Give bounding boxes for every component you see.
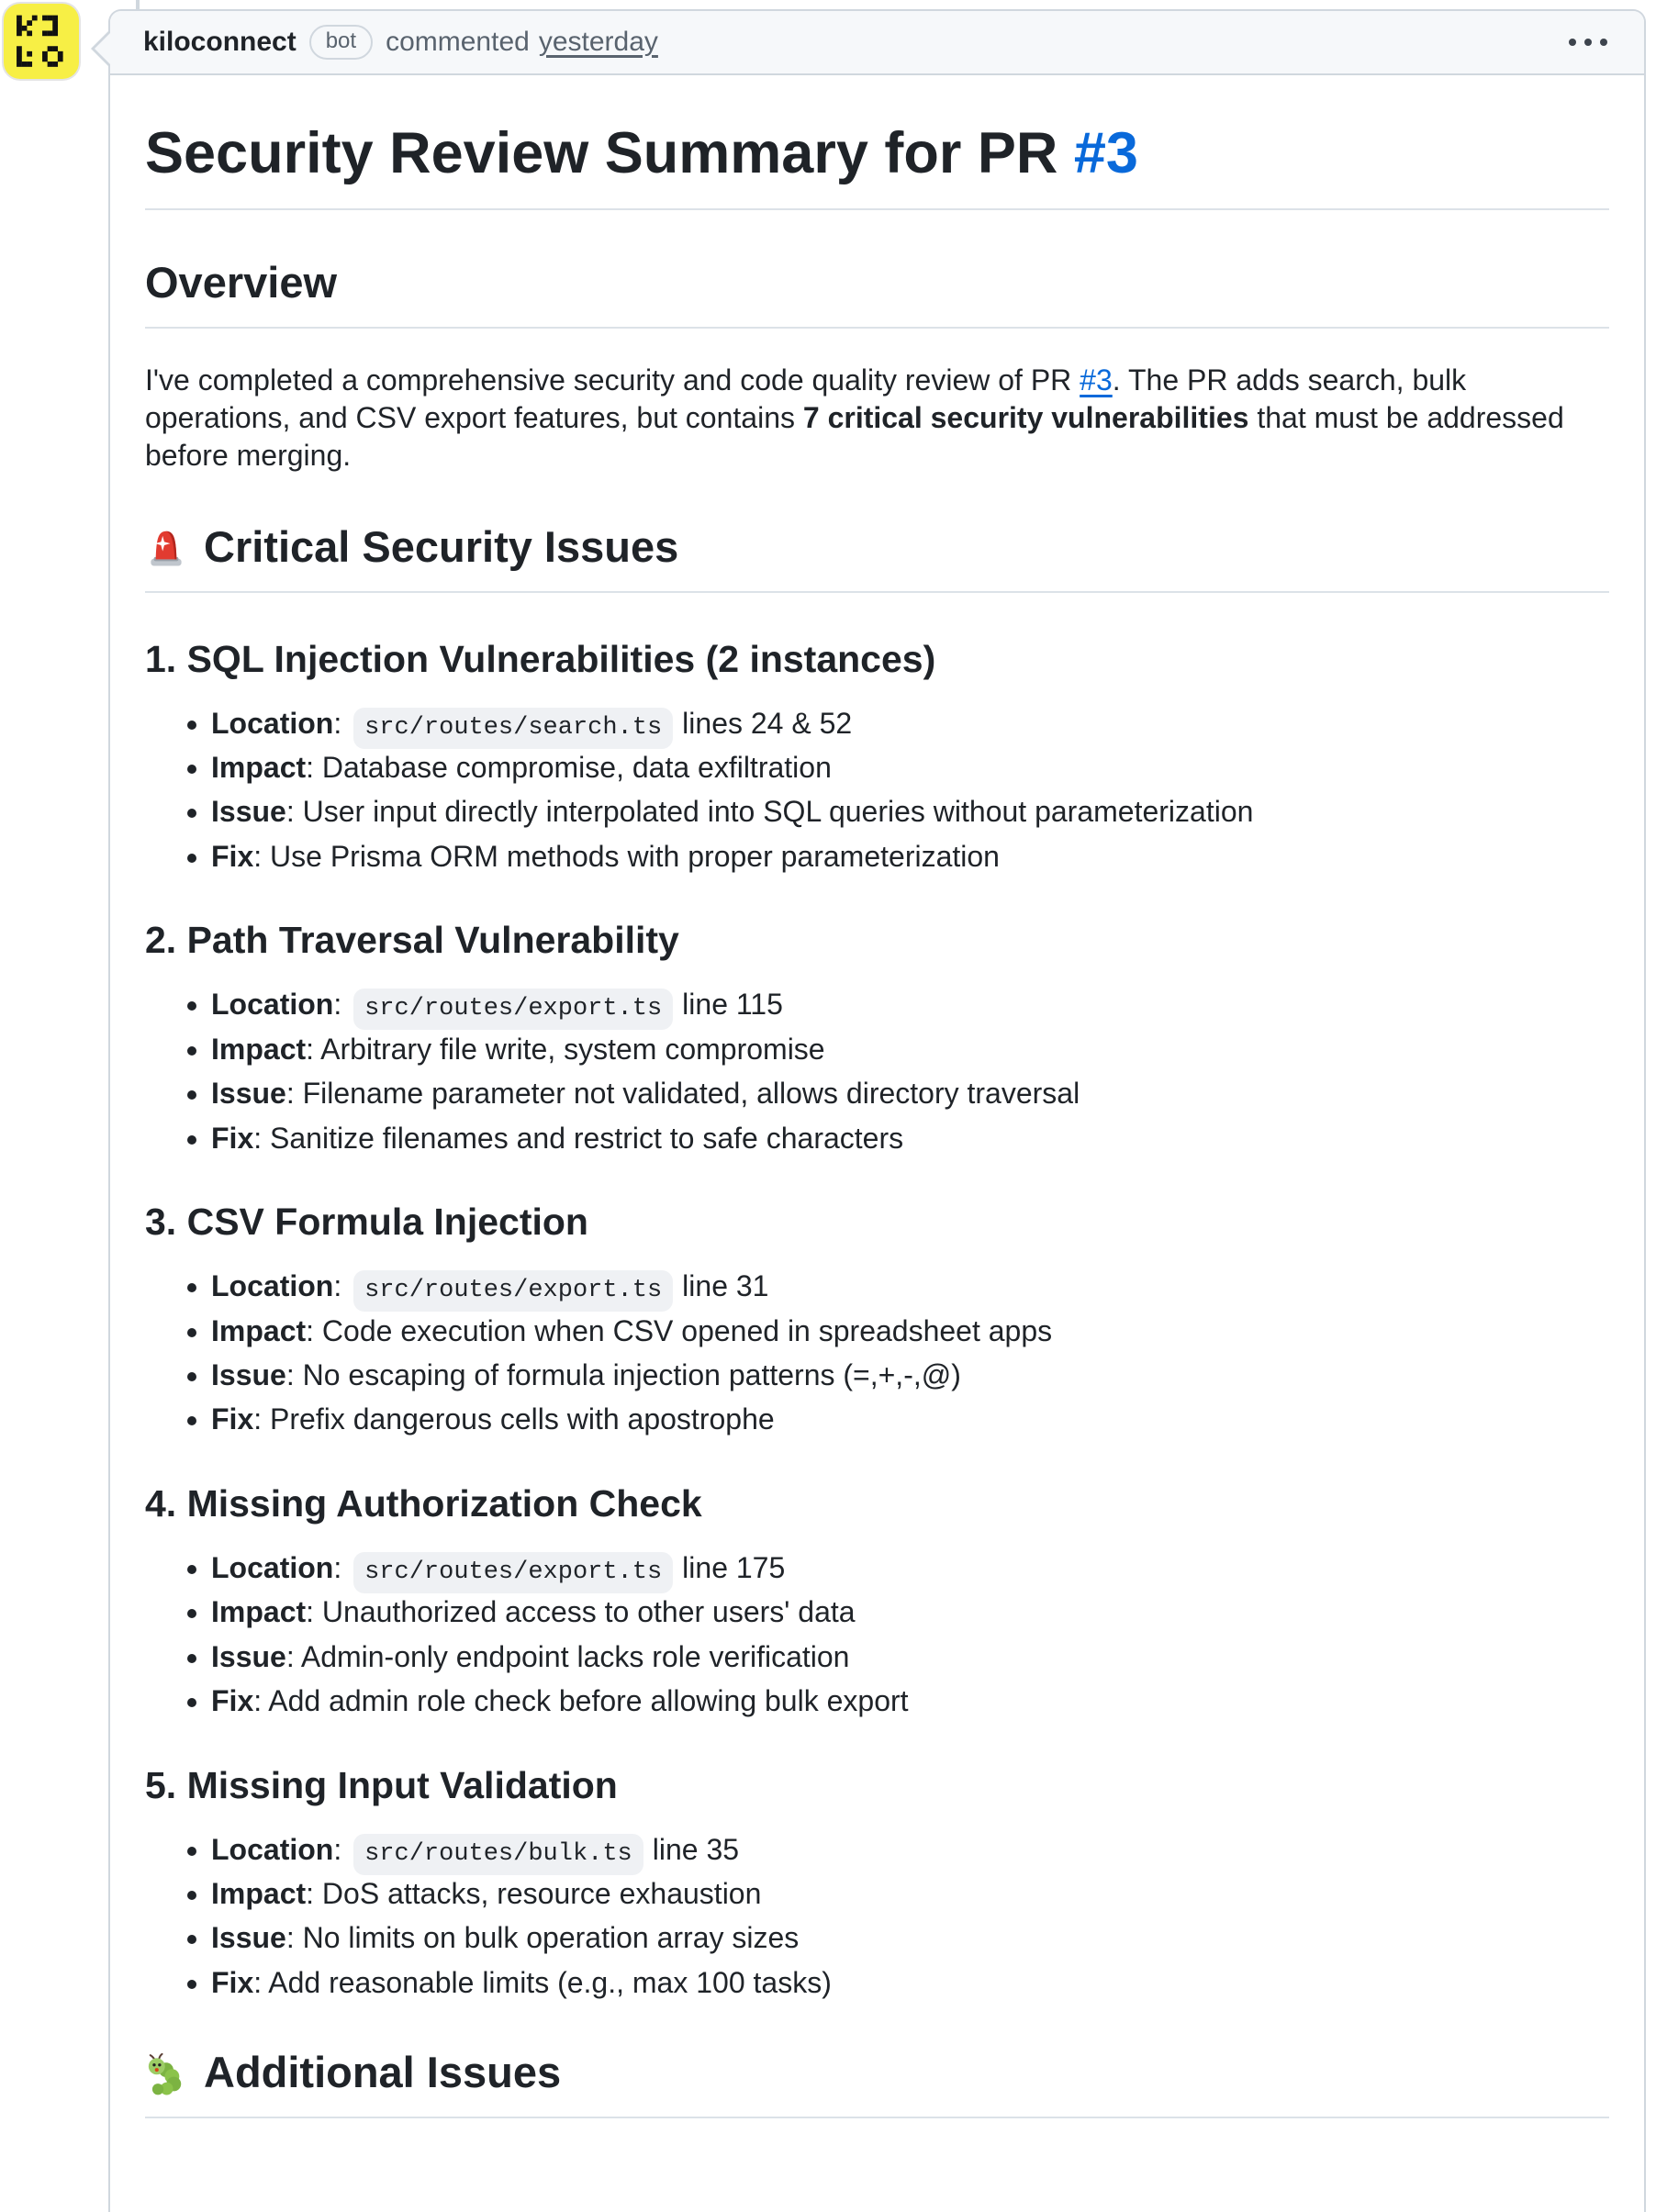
issue-title: 3. CSV Formula Injection <box>145 1201 588 1243</box>
issue-location: • Location: src/routes/export.ts line 115 <box>211 987 1609 1022</box>
issue-problem: • Issue: Admin-only endpoint lacks role verification <box>211 1639 1609 1674</box>
field-label: Fix <box>211 1684 254 1718</box>
overview-paragraph: I've completed a comprehensive security and code quality review of PR #3. The PR adds search, bulk operations, and CSV export features, but contains 7 critical security vulnerabilities that must be addressed before merging. <box>145 363 1564 472</box>
issue-impact: • Impact: DoS attacks, resource exhaustion <box>211 1876 1609 1911</box>
field-label: Location <box>211 1832 334 1866</box>
field-label: Impact <box>211 1595 307 1629</box>
issue-problem: • Issue: Filename parameter not validated, allows directory traversal <box>211 1076 1609 1111</box>
field-label: Fix <box>211 1965 254 1999</box>
issue-title: 2. Path Traversal Vulnerability <box>145 919 679 962</box>
issue-impact: • Impact: Database compromise, data exfiltration <box>211 750 1609 785</box>
field-label: Location <box>211 988 334 1022</box>
timestamp-link[interactable]: yesterday <box>538 27 658 58</box>
issue-fix: • Fix: Add admin role check before allowing bulk export <box>211 1683 1609 1718</box>
field-label: Impact <box>211 1032 307 1066</box>
comment-header <box>110 11 1644 75</box>
comment-card <box>108 9 1646 2212</box>
action-text: commented <box>386 27 530 58</box>
pr-link[interactable]: #3 <box>1073 121 1138 186</box>
field-label: Issue <box>211 1357 286 1391</box>
issue-location: • Location: src/routes/export.ts line 175 <box>211 1550 1609 1585</box>
issue-location: • Location: src/routes/bulk.ts line 35 <box>211 1832 1609 1867</box>
issue-problem: • Issue: No escaping of formula injection patterns (=,+,-,@) <box>211 1357 1609 1392</box>
issue-title: 5. Missing Input Validation <box>145 1763 618 1806</box>
issue-impact: • Impact: Code execution when CSV opened in spreadsheet apps <box>211 1313 1609 1348</box>
issue-impact: • Impact: Unauthorized access to other users' data <box>211 1594 1609 1629</box>
code-chip: src/routes/export.ts <box>353 989 673 1030</box>
code-chip: src/routes/export.ts <box>353 1552 673 1593</box>
field-label: Location <box>211 1269 334 1303</box>
issue-title: 4. Missing Authorization Check <box>145 1481 702 1525</box>
issue-section <box>145 637 1609 875</box>
issue-list <box>145 1550 1609 1719</box>
comment-body <box>110 75 1644 2118</box>
issue-list <box>145 706 1609 875</box>
field-label: Impact <box>211 1877 307 1911</box>
page-title: Security Review Summary for PR #3 <box>145 117 1609 210</box>
issue-section <box>145 1763 1609 2001</box>
kebab-icon <box>1569 39 1576 46</box>
field-label: Fix <box>211 1402 254 1436</box>
field-label: Fix <box>211 839 254 873</box>
issue-list <box>145 1268 1609 1437</box>
field-label: Location <box>211 1550 334 1584</box>
field-label: Location <box>211 706 334 740</box>
issue-title: 1. SQL Injection Vulnerabilities (2 instances) <box>145 637 936 680</box>
comment-action <box>386 27 658 58</box>
kebab-menu-button[interactable] <box>1565 29 1611 55</box>
issue-location: • Location: src/routes/search.ts lines 24 & 52 <box>211 706 1609 741</box>
code-chip: src/routes/search.ts <box>353 708 673 749</box>
pr-inline-link[interactable]: #3 <box>1080 363 1113 397</box>
issue-list <box>145 1832 1609 2001</box>
bot-badge: bot <box>309 25 373 60</box>
issue-fix: • Fix: Add reasonable limits (e.g., max 100 tasks) <box>211 1965 1609 2000</box>
issue-list <box>145 987 1609 1156</box>
field-label: Issue <box>211 1639 286 1673</box>
avatar[interactable] <box>4 4 79 79</box>
issue-problem: • Issue: No limits on bulk operation array sizes <box>211 1920 1609 1955</box>
issue-problem: • Issue: User input directly interpolated into SQL queries without parameterization <box>211 794 1609 829</box>
field-label: Fix <box>211 1121 254 1155</box>
field-label: Impact <box>211 751 307 785</box>
overview-heading: Overview <box>145 256 1609 329</box>
code-chip: src/routes/export.ts <box>353 1270 673 1312</box>
field-label: Impact <box>211 1313 307 1347</box>
issue-fix: • Fix: Prefix dangerous cells with apostrophe <box>211 1402 1609 1436</box>
field-label: Issue <box>211 1077 286 1111</box>
comment-author[interactable]: kiloconnect <box>143 27 297 58</box>
bug-icon <box>145 2052 187 2095</box>
issue-section <box>145 1481 1609 1719</box>
issue-section <box>145 918 1609 1156</box>
critical-issues-heading: Critical Security Issues <box>145 520 1609 593</box>
issue-section <box>145 1200 1609 1437</box>
additional-issues-heading: Additional Issues <box>145 2046 1609 2118</box>
issue-impact: • Impact: Arbitrary file write, system compromise <box>211 1032 1609 1067</box>
issue-location: • Location: src/routes/export.ts line 31 <box>211 1268 1609 1303</box>
issue-fix: • Fix: Sanitize filenames and restrict to safe characters <box>211 1121 1609 1156</box>
field-label: Issue <box>211 1921 286 1955</box>
field-label: Issue <box>211 795 286 829</box>
kiloconnect-logo-icon <box>9 9 73 73</box>
issue-fix: • Fix: Use Prisma ORM methods with proper parameterization <box>211 839 1609 874</box>
code-chip: src/routes/bulk.ts <box>353 1834 643 1875</box>
siren-icon <box>145 526 187 568</box>
